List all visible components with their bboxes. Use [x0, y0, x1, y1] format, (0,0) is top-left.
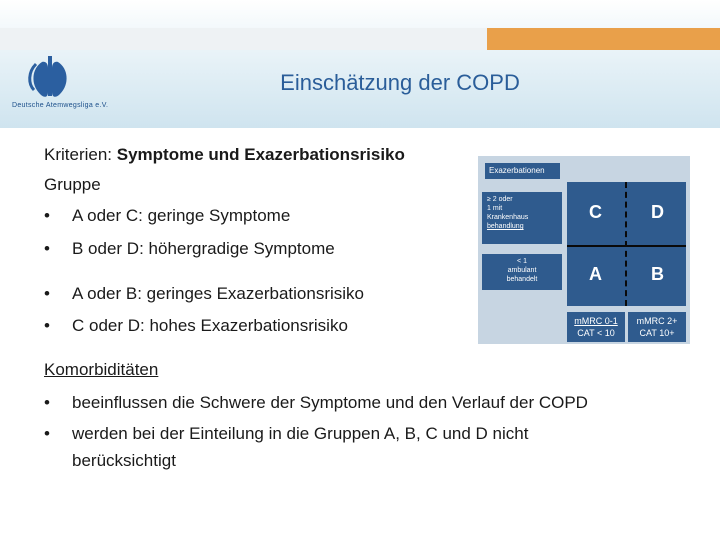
cell-b: B [651, 264, 664, 284]
criteria-line [44, 145, 405, 165]
high-risk-line: Krankenhaus [487, 214, 529, 221]
low-risk-box [482, 254, 562, 290]
bullet: • [44, 393, 50, 412]
logo-text: Deutsche Atemwegsliga e.V. [12, 102, 109, 109]
slide-title: Einschätzung der COPD [280, 70, 520, 95]
cell-d: D [651, 202, 664, 222]
group-bullet-1 [44, 206, 290, 226]
bullet-text: C oder D: hohes Exazerbationsrisiko [72, 316, 348, 335]
bullet: • [44, 284, 50, 303]
cat-low-line: CAT < 10 [577, 328, 615, 338]
gold-abcd-figure [478, 156, 690, 344]
cell-c: C [589, 202, 602, 222]
cell-a: A [589, 264, 602, 284]
abcd-grid [567, 182, 686, 306]
atemwegsliga-logo [8, 54, 118, 124]
comorb-continuation: berücksichtigt [72, 451, 176, 470]
exacerbations-label: Exazerbationen [485, 163, 560, 179]
low-risk-line: ambulant [507, 267, 537, 274]
bullet: • [44, 424, 50, 443]
grid-divider-horizontal [567, 245, 686, 247]
bullet-text: A oder B: geringes Exazerbationsrisiko [72, 284, 364, 303]
risk-bullet-2 [44, 316, 348, 336]
low-risk-line: behandelt [506, 276, 538, 283]
mmrc-low-line: mMRC 0-1 [574, 316, 618, 326]
header-bar [0, 28, 720, 50]
comorbidities-title: Komorbiditäten [44, 360, 159, 379]
high-risk-line: 1 mit [487, 205, 503, 212]
criteria-prefix: Kriterien: [44, 145, 117, 164]
bullet-text: beeinflussen die Schwere der Symptome und den Verlauf der COPD [72, 393, 588, 412]
mmrc-high-line: mMRC 2+ [636, 316, 678, 326]
high-risk-line: ≥ 2 oder [487, 196, 513, 203]
low-risk-line: < 1 [517, 258, 527, 265]
high-risk-line: behandlung [487, 223, 524, 230]
bullet-text: B oder D: höhergradige Symptome [72, 239, 335, 258]
bullet: • [44, 206, 50, 225]
mmrc-low-box [567, 312, 625, 342]
mmrc-high-box [628, 312, 686, 342]
header-bar-orange [487, 28, 720, 50]
bullet: • [44, 239, 50, 258]
bullet-text: A oder C: geringe Symptome [72, 206, 291, 225]
header-bar-grey [0, 28, 487, 50]
bullet: • [44, 316, 50, 335]
group-label: Gruppe [44, 175, 101, 194]
group-bullet-2 [44, 239, 335, 259]
criteria-bold: Symptome und Exazerbationsrisiko [116, 145, 405, 164]
bullet-text: werden bei der Einteilung in die Gruppen A, B, C und D nicht [72, 424, 529, 443]
high-risk-box [482, 192, 562, 244]
grid-divider-vertical [625, 182, 627, 306]
risk-bullet-1 [44, 284, 364, 304]
comorb-bullet-2 [44, 424, 528, 444]
cat-high-line: CAT 10+ [639, 328, 675, 338]
slide-header [0, 0, 720, 128]
comorb-bullet-1 [44, 393, 588, 413]
